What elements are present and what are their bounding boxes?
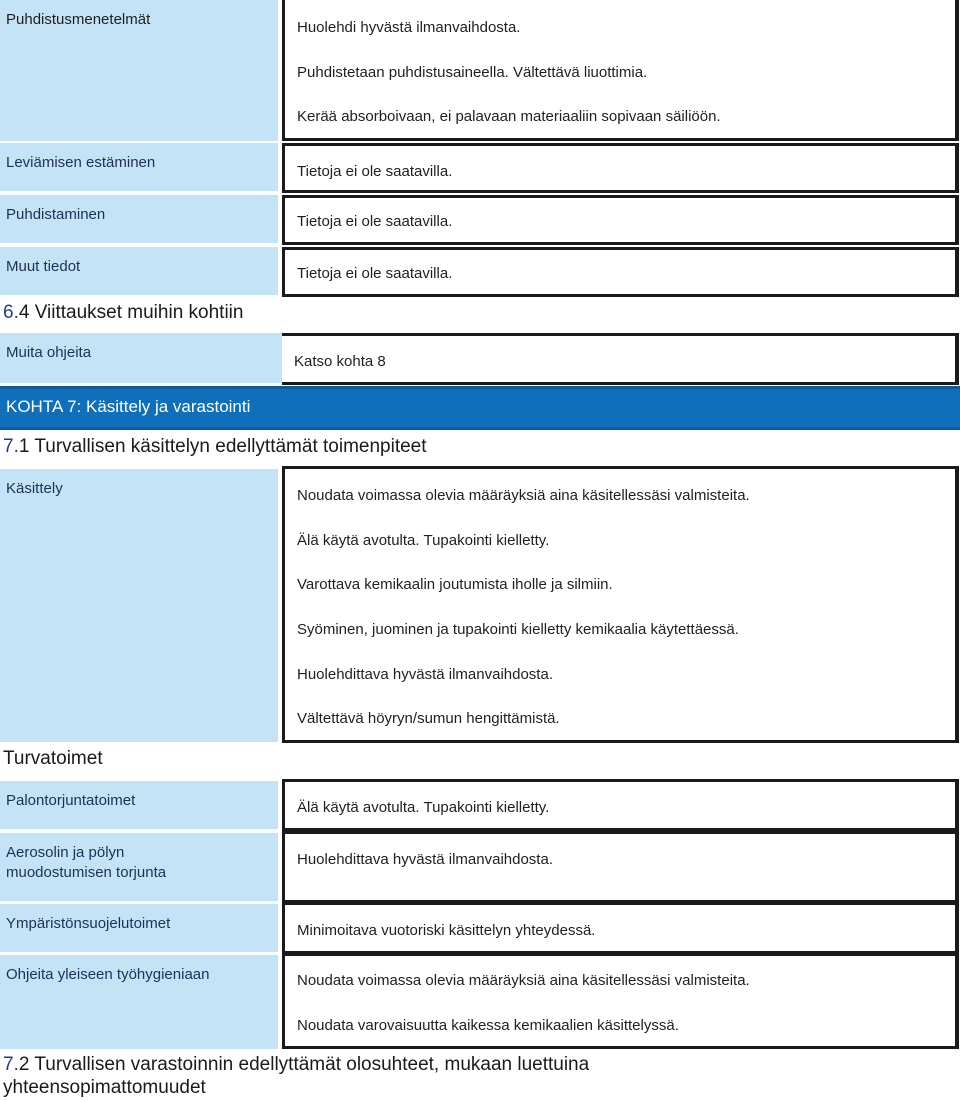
fire-prevention-value: Älä käytä avotulta. Tupakointi kielletty. (297, 799, 550, 816)
section-7-banner: KOHTA 7: Käsittely ja varastointi (0, 386, 960, 430)
cleanup-methods-line-2: Puhdistetaan puhdistusaineella. Vältettävä liuottimia. (297, 64, 648, 81)
other-info-value: Tietoja ei ole saatavilla. (297, 265, 453, 282)
hygiene-line-1: Noudata voimassa olevia määräyksiä aina käsitellessäsi valmisteita. (297, 972, 750, 989)
aerosol-label: Aerosolin ja pölyn muodostumisen torjunta (0, 833, 278, 901)
section-6-4-heading: 6.4 Viittaukset muihin kohtiin (3, 302, 244, 323)
hygiene-line-2: Noudata varovaisuutta kaikessa kemikaalien käsittelyssä. (297, 1017, 679, 1034)
hygiene-label: Ohjeita yleiseen työhygieniaan (0, 955, 278, 1049)
cleaning-box (282, 195, 959, 245)
handling-line-3: Varottava kemikaalin joutumista iholle ja silmiin. (297, 576, 613, 593)
other-info-box (282, 247, 959, 297)
environment-value: Minimoitava vuotoriski käsittelyn yhteydessä. (297, 922, 596, 939)
cleanup-methods-line-1: Huolehdi hyvästä ilmanvaihdosta. (297, 19, 521, 36)
handling-box (282, 466, 959, 743)
cleanup-methods-box (282, 0, 959, 141)
other-instructions-value: Katso kohta 8 (294, 353, 386, 370)
handling-label: Käsittely (0, 469, 278, 742)
other-instructions-box (282, 333, 959, 385)
section-7-1-heading: 7.1 Turvallisen käsittelyn edellyttämät toimenpiteet (3, 436, 427, 457)
cleaning-value: Tietoja ei ole saatavilla. (297, 213, 453, 230)
prevent-spread-box (282, 143, 959, 193)
other-info-label: Muut tiedot (0, 247, 278, 295)
handling-line-2: Älä käytä avotulta. Tupakointi kielletty. (297, 532, 550, 549)
prevent-spread-value: Tietoja ei ole saatavilla. (297, 163, 453, 180)
handling-line-4: Syöminen, juominen ja tupakointi kielletty kemikaalia käytettäessä. (297, 621, 739, 638)
aerosol-box (282, 831, 959, 903)
aerosol-value: Huolehdittava hyvästä ilmanvaihdosta. (297, 851, 553, 868)
safety-measures-heading: Turvatoimet (3, 748, 103, 769)
cleaning-label: Puhdistaminen (0, 195, 278, 243)
environment-box (282, 902, 959, 954)
handling-line-1: Noudata voimassa olevia määräyksiä aina käsitellessäsi valmisteita. (297, 487, 750, 504)
cleanup-methods-label: Puhdistusmenetelmät (0, 0, 278, 141)
other-instructions-label: Muita ohjeita (0, 333, 282, 383)
handling-line-5: Huolehdittava hyvästä ilmanvaihdosta. (297, 666, 553, 683)
handling-line-6: Vältettävä höyryn/sumun hengittämistä. (297, 710, 560, 727)
hygiene-box (282, 953, 959, 1049)
environment-label: Ympäristönsuojelutoimet (0, 904, 278, 952)
cleanup-methods-line-3: Kerää absorboivaan, ei palavaan materiaaliin sopivaan säiliöön. (297, 108, 721, 125)
fire-prevention-box (282, 779, 959, 831)
prevent-spread-label: Leviämisen estäminen (0, 143, 278, 191)
section-7-2-heading: 7.2 Turvallisen varastoinnin edellyttämät olosuhteet, mukaan luettuina yhteensopimattomuudet (3, 1054, 590, 1098)
fire-prevention-label: Palontorjuntatoimet (0, 781, 278, 829)
